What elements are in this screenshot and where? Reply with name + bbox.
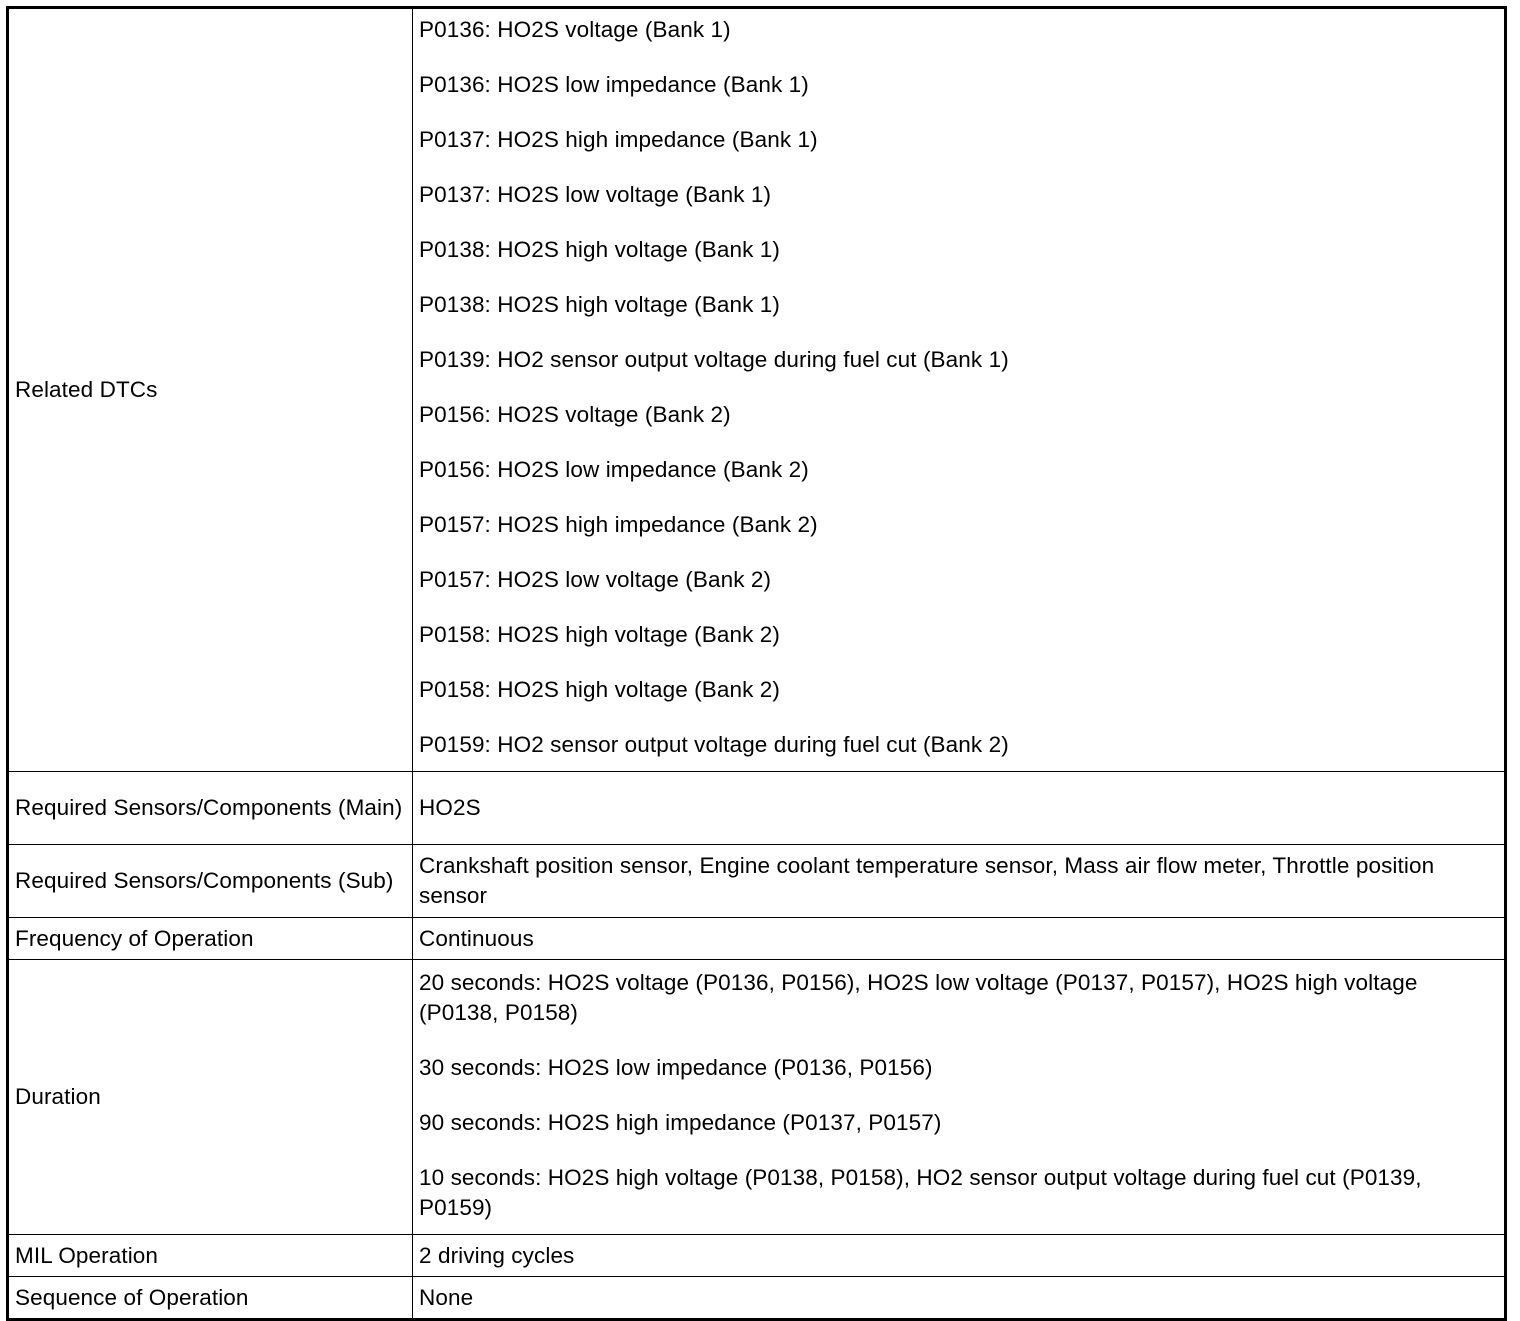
mil-operation-label: MIL Operation	[8, 1235, 413, 1277]
duration-list	[413, 960, 1506, 1235]
required-sub-value: Crankshaft position sensor, Engine coolant temperature sensor, Mass air flow meter, Throttle position sensor	[413, 845, 1506, 918]
dtc-entry: P0137: HO2S high impedance (Bank 1)	[419, 127, 818, 152]
dtc-entry: P0158: HO2S high voltage (Bank 2)	[419, 622, 781, 647]
dtc-entry: P0159: HO2 sensor output voltage during fuel cut (Bank 2)	[419, 732, 1009, 757]
duration-entry: 30 seconds: HO2S low impedance (P0136, P0156)	[419, 1055, 933, 1080]
duration-entry: 90 seconds: HO2S high impedance (P0137, P0157)	[419, 1110, 942, 1135]
dtc-entry: P0158: HO2S high voltage (Bank 2)	[419, 677, 781, 702]
dtc-entry: P0139: HO2 sensor output voltage during fuel cut (Bank 1)	[419, 347, 1009, 372]
required-sub-row	[8, 845, 1506, 918]
dtc-entry: P0138: HO2S high voltage (Bank 1)	[419, 292, 781, 317]
dtc-entry: P0156: HO2S low impedance (Bank 2)	[419, 457, 809, 482]
dtc-entry: P0138: HO2S high voltage (Bank 1)	[419, 237, 781, 262]
monitor-spec-table	[6, 6, 1507, 1321]
frequency-label: Frequency of Operation	[8, 918, 413, 960]
frequency-value: Continuous	[413, 918, 1506, 960]
duration-entry: 10 seconds: HO2S high voltage (P0138, P0158), HO2 sensor output voltage during fuel cut (P0139, P0159)	[419, 1165, 1422, 1220]
related-dtcs-list	[413, 8, 1506, 772]
duration-entry: 20 seconds: HO2S voltage (P0136, P0156), HO2S low voltage (P0137, P0157), HO2S high voltage (P0138, P0158)	[419, 970, 1418, 1025]
dtc-entry: P0157: HO2S high impedance (Bank 2)	[419, 512, 818, 537]
required-sub-label: Required Sensors/Components (Sub)	[8, 845, 413, 918]
mil-operation-row	[8, 1235, 1506, 1277]
dtc-entry: P0137: HO2S low voltage (Bank 1)	[419, 182, 772, 207]
required-main-label: Required Sensors/Components (Main)	[8, 772, 413, 845]
dtc-entry: P0136: HO2S voltage (Bank 1)	[419, 17, 731, 42]
dtc-entry: P0157: HO2S low voltage (Bank 2)	[419, 567, 772, 592]
sequence-value: None	[413, 1277, 1506, 1320]
required-main-value: HO2S	[413, 772, 1506, 845]
related-dtcs-row	[8, 8, 1506, 772]
frequency-row	[8, 918, 1506, 960]
dtc-entry: P0136: HO2S low impedance (Bank 1)	[419, 72, 809, 97]
required-main-row	[8, 772, 1506, 845]
duration-label: Duration	[8, 960, 413, 1235]
sequence-row	[8, 1277, 1506, 1320]
duration-row	[8, 960, 1506, 1235]
mil-operation-value: 2 driving cycles	[413, 1235, 1506, 1277]
dtc-entry: P0156: HO2S voltage (Bank 2)	[419, 402, 731, 427]
sequence-label: Sequence of Operation	[8, 1277, 413, 1320]
related-dtcs-label: Related DTCs	[8, 8, 413, 772]
